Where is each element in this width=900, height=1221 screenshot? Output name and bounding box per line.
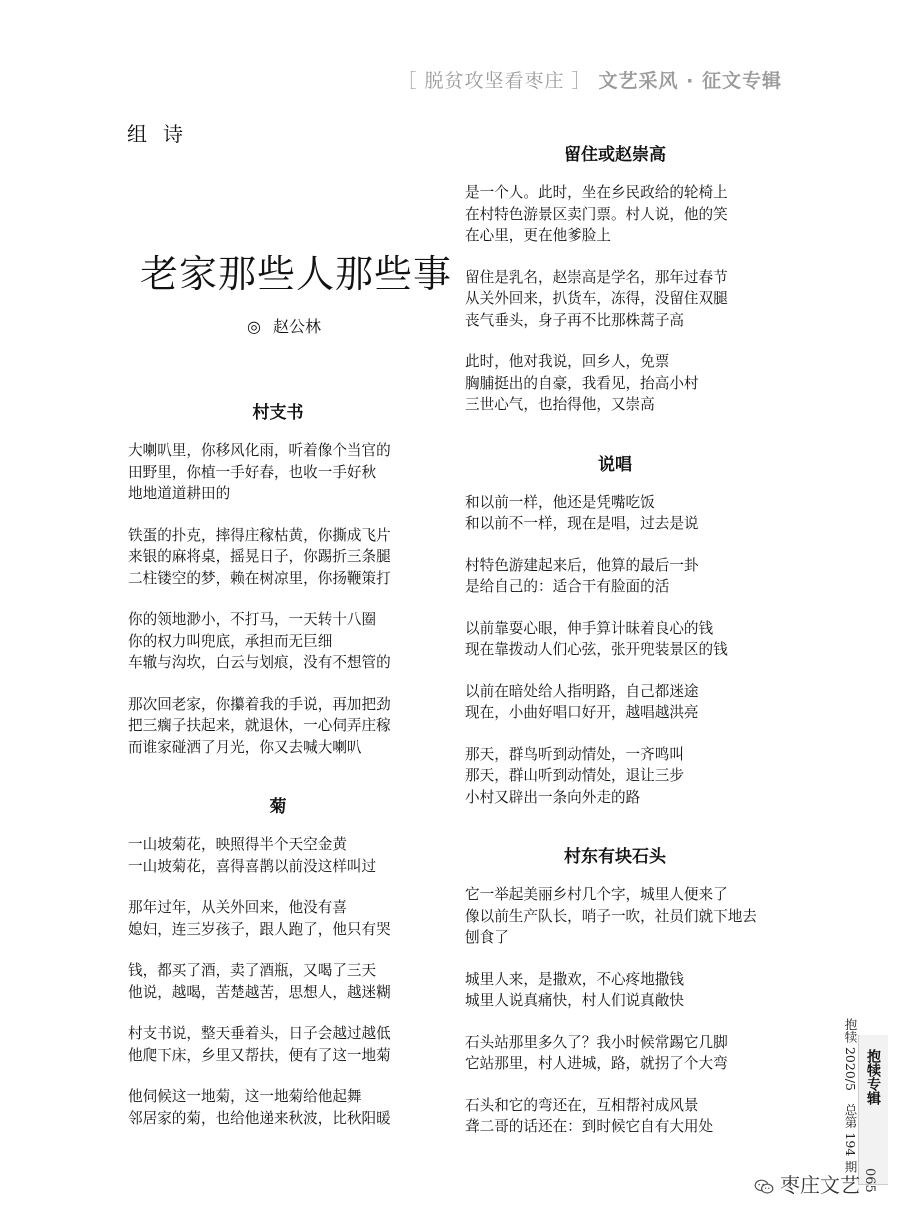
poem-line: 现在靠拨动人们心弦，张开兜装景区的钱 [465,641,728,658]
poem-line: 和以前一样，他还是凭嘴吃饭 [465,493,655,511]
author-mark: ◎ [247,317,261,336]
stanza [465,1095,765,1138]
poem-line: 铁蛋的扑克，摔得庄稼枯黄，你撕成飞片 [128,526,391,544]
poem-line: 石头站那里多久了？我小时候常踢它几脚 [465,1033,728,1051]
stanza [128,1023,428,1066]
poem-line: 和以前不一样，现在是唱，过去是说 [465,515,699,532]
poem-line: 此时，他对我说，回乡人，免票 [465,353,670,370]
poem-line: 钱，都买了酒，卖了酒瓶，又喝了三天 [128,962,377,979]
poem-line: 胸脯挺出的自豪，我看见，抬高小村 [465,374,699,392]
page-number: 065 [862,1168,877,1193]
poem-title: 菊 [269,797,287,817]
right-column [465,140,765,1172]
poem-line: 二柱镂空的梦，赖在树凉里，你扬鞭策打 [128,569,391,587]
poem-line: 而谁家碰洒了月光，你又去喊大喇叭 [128,738,362,756]
poem-line: 小村又辟出一条向外走的路 [465,788,641,806]
issue-info: 抱犊 2020/5 总第 194 期 [843,1018,858,1173]
stanza [128,694,428,759]
poem-title: 留住或赵崇高 [564,145,666,165]
poem-line: 他说，越喝，苦楚越苦，思想人，越迷糊 [128,983,391,1001]
poem-line: 像以前生产队长，哨子一吹，社员们就下地去 [465,907,757,925]
author-name: 赵公林 [272,317,321,336]
poem-line: 那天，群山听到动情处，退让三步 [465,767,684,784]
stanza [128,1086,428,1129]
poem-title: 说唱 [598,454,632,475]
poem-line: 邻居家的菊，也给他递来秋波，比秋阳暖 [128,1109,391,1127]
stanza [465,884,765,949]
stanza [465,267,765,332]
poem-line: 一山坡菊花，映照得半个天空金黄 [128,836,347,853]
poem-title: 村东有块石头 [564,847,666,867]
poem-line: 城里人来，是撒欢，不心疼地撒钱 [465,970,684,988]
poem-line: 在村特色游景区卖门票。村人说，他的笑 [465,205,728,223]
stanza [465,1032,765,1075]
stanza [465,744,765,809]
stanza [465,969,765,1012]
poem-line: 那次回老家，你攥着我的手说，再加把劲 [128,695,391,713]
poem-line: 在心里，更在他爹脸上 [465,227,611,244]
poem-line: 大喇叭里，你移风化雨，听着像个当官的 [128,442,391,459]
poem-line: 留住是乳名，赵崇高是学名，那年过春节 [465,268,728,286]
poem-line: 从关外回来，扒货车，冻得，没留住双腿 [465,290,728,307]
poem-line: 三世心气，也抬得他，又崇高 [465,396,655,413]
stanza [128,897,428,940]
stanza [465,351,765,416]
poem-title: 村支书 [252,403,304,423]
watermark [754,1169,860,1198]
author-byline [247,314,321,337]
poem-line: 丧气垂头，身子再不比那株蒿子高 [465,311,684,329]
poem-line: 把三瘸子扶起来，就退休，一心伺弄庄稼 [128,717,391,734]
stanza [128,525,428,590]
poem-line: 媳妇，连三岁孩子，跟人跑了，他只有哭 [128,920,391,938]
poem-line: 聋二哥的话还在：到时候它自有大用处 [465,1118,714,1135]
poem-line: 那年过年，从关外回来，他没有喜 [128,899,347,916]
poem-line: 车辙与沟坎，白云与划痕，没有不想管的 [128,654,391,671]
poem-line: 来银的麻将桌，摇晃日子，你踢折三条腿 [128,548,391,565]
stanza [465,681,765,724]
poem-line: 城里人说真痛快，村人们说真敞快 [465,992,684,1009]
poem-line: 石头和它的弯还在，互相帮衬成风景 [465,1096,699,1114]
poem-line: 你的领地渺小，不打马，一天转十八圈 [128,611,377,628]
stanza [465,182,765,247]
wechat-icon [754,1179,774,1195]
poem-line: 以前在暗处给人指明路，自己都迷途 [465,682,699,700]
poem-line: 它站那里，村人进城，路，就拐了个大弯 [465,1055,728,1072]
stanza [465,555,765,598]
poem-line: 是一个人。此时，坐在乡民政给的轮椅上 [465,184,728,201]
page-title: 老家那些人那些事 [140,252,453,296]
header-column-name: 文艺采风 · 征文专辑 [598,70,782,92]
poem-line: 你的权力叫兜底，承担而无巨细 [128,632,333,650]
poem-line: 现在，小曲好唱口好开，越唱越洪亮 [465,704,699,721]
stanza [128,440,428,505]
stanza [465,618,765,661]
stanza [128,609,428,674]
poem-line: 村特色游建起来后，他算的最后一卦 [465,556,699,574]
section-header [397,66,782,93]
poem-line: 以前靠耍心眼，伸手算计昧着良心的钱 [465,619,714,637]
poem-line: 他伺候这一地菊，这一地菊给他起舞 [128,1088,362,1105]
watermark-text: 枣庄文艺 [780,1173,860,1197]
poem-line: 它一举起美丽乡村几个字，城里人便来了 [465,886,728,903]
poem-line: 田野里，你植一手好春，也收一手好秋 [128,463,377,481]
stanza [128,834,428,877]
kicker: 组诗 [127,122,199,146]
stanza [465,492,765,535]
left-column [128,398,428,1163]
header-bracket-text: ［ 脱贫攻坚看枣庄 ］ [397,70,592,92]
poem-line: 那天，群鸟听到动情处，一齐鸣叫 [465,745,684,763]
poem-line: 地地道道耕田的 [128,485,231,502]
poem-line: 是给自己的：适合干有脸面的活 [465,578,670,595]
poem-line: 村支书说，整天垂着头，日子会越过越低 [128,1025,391,1042]
poem-line: 一山坡菊花，喜得喜鹊以前没这样叫过 [128,857,377,875]
section-tab: 抱犊专辑 [858,1035,888,1185]
poem-line: 他爬下床，乡里又帮扶，便有了这一地菊 [128,1046,391,1064]
poem-line: 刨食了 [465,929,509,946]
stanza [128,960,428,1003]
